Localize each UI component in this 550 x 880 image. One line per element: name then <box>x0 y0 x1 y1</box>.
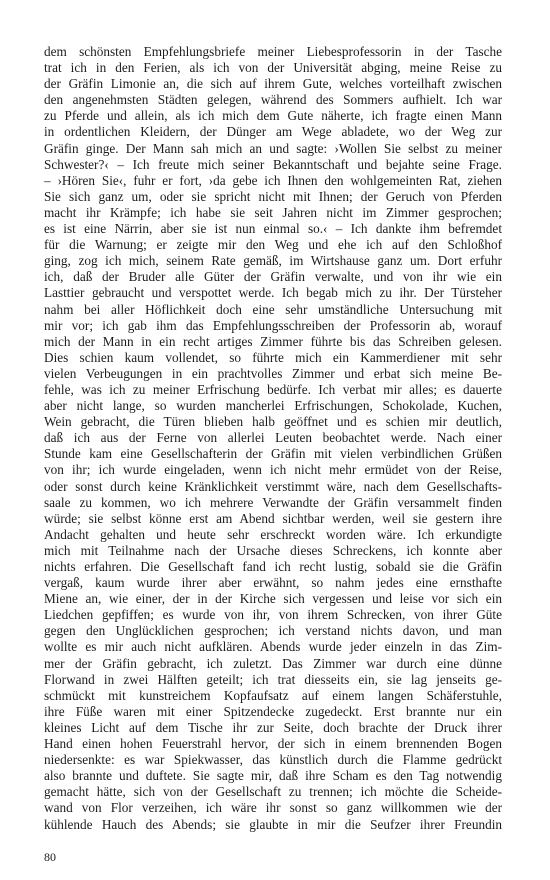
text-line: wand von Flor verzeihen, ich wäre ihr sonst so ganz willkommen wie der <box>44 800 502 816</box>
text-line: nichts erfahren. Die Gesellschaft fand ich recht lustig, sobald sie die Gräfin <box>44 559 502 574</box>
text-line: den angenehmsten Städten gelegen, während des Sommers aufhielt. Ich war <box>44 92 502 108</box>
text-line: mer der Gräfin gebracht, ich zuletzt. Das Zimmer war durch eine dünne <box>44 655 502 671</box>
text-line: ging, zog ich mich, seinem Rate gemäß, im Wirtshause ganz um. Dort erfuhr <box>44 253 502 269</box>
text-line: Stunde kam eine Gesellschafterin der Gräfin mit vielen verbindlichen Grüßen <box>44 446 502 462</box>
text-line: niedersenkte: es war Spiekwasser, das künstlich durch die Flamme gedrückt <box>44 752 502 768</box>
text-line: mich der Mann in ein recht artiges Zimmer führte bis das Schreiben gelesen. <box>44 333 502 349</box>
text-line: Gräfin ginge. Der Mann sah mich an und sagte: ›Wollen Sie selbst zu meiner <box>44 140 502 156</box>
text-line: der Gräfin Limonie an, die sich auf ihrem Gute, welches vorteilhaft zwischen <box>44 76 502 92</box>
text-line: – ›Hören Sie‹, fuhr er fort, ›da gebe ich Ihnen den wohlgemeinten Rat, ziehen <box>44 172 502 188</box>
text-line: Sie sich ganz um, oder sie spricht nicht mit Ihnen; der Geruch von Pferden <box>44 188 502 204</box>
body-text <box>44 44 502 833</box>
text-line: wollte es mir auch nicht aufklären. Abends wurde jeder einzeln in das Zim- <box>44 639 502 655</box>
text-line: dem schönsten Empfehlungsbriefe meiner Liebesprofessorin in der Tasche <box>44 44 502 59</box>
text-line: Florwand in zwei Hälften geteilt; ich trat diesseits ein, sie lag jenseits ge- <box>44 671 502 687</box>
text-line: nahm bei aller Höflichkeit doch eine sehr umständliche Untersuchung mit <box>44 301 502 317</box>
text-line: ihre Füße waren mit einer Spitzendecke zugedeckt. Erst brannte nur ein <box>44 703 502 719</box>
text-line: gegen den Unglücklichen gesprochen; ich verstand nichts davon, und man <box>44 623 502 639</box>
text-line: trat ich in den Ferien, als ich von der Universität abging, meine Reise zu <box>44 60 502 76</box>
text-line: Schwester?‹ – Ich freute mich seiner Bekanntschaft und bejahte seine Frage. <box>44 156 502 172</box>
text-line: mir vor; ich gab ihm das Empfehlungsschreiben der Professorin ab, worauf <box>44 317 502 333</box>
text-line: gemacht hätte, sich von der Gesellschaft zu trennen; ich möchte die Scheide- <box>44 784 502 800</box>
text-line: würde; sie selbst könne erst am Abend sichtbar werden, weil sie gestern ihre <box>44 510 502 526</box>
text-line: Dies schien kaum vollendet, so führte mich ein Kammerdiener mit sehr <box>44 349 502 365</box>
text-line: Miene an, wie einer, der in der Kirche sich vergessen und leise vor sich ein <box>44 591 502 607</box>
text-line: aber nicht lange, so wurden mancherlei Erfrischungen, Schokolade, Kuchen, <box>44 398 502 414</box>
text-line: Andacht gehalten und heute sehr erschreckt worden wäre. Ich erkundigte <box>44 526 502 542</box>
text-line: in ordentlichen Kleidern, der Dünger am Wege abladete, wo der Weg zur <box>44 124 502 140</box>
text-line: macht ihr Krämpfe; ich habe sie seit Jahren nicht im Zimmer gesprochen; <box>44 204 502 220</box>
text-line: oder sonst durch keine Kränklichkeit verstimmt wäre, nach dem Gesellschafts- <box>44 478 502 494</box>
text-line: Hand einen hohen Feuerstrahl hervor, der sich in einem brennenden Bogen <box>44 736 502 752</box>
text-line: zu Pferde und allein, als ich mich dem Gute näherte, ich fragte einen Mann <box>44 108 502 124</box>
text-line: vielen Verbeugungen in ein prachtvolles Zimmer und erbat sich meine Be- <box>44 365 502 381</box>
text-line: schmückt mit kunstreichem Kopfaufsatz auf einem langen Schäferstuhle, <box>44 687 502 703</box>
text-line: saale zu kommen, wo ich mehrere Verwandte der Gräfin versammelt finden <box>44 494 502 510</box>
text-line: es ist eine Närrin, aber sie ist nun einmal so.‹ – Ich dankte ihm befremdet <box>44 221 502 237</box>
text-line: für die Warnung; er zeigte mir den Weg und ehe ich auf den Schloßhof <box>44 237 502 253</box>
text-line: also brannte und duftete. Sie sagte mir, daß ihre Scham es den Tag notwendig <box>44 768 502 784</box>
page-number: 80 <box>44 850 56 864</box>
text-line: ich, daß der Bruder alle Güter der Gräfin verwalte, und von ihr wie ein <box>44 269 502 285</box>
text-line: kleines Licht auf dem Tische ihr zur Seite, doch brachte der Druck ihrer <box>44 719 502 735</box>
text-line: mich mit Teilnahme nach der Ursache dieses Schreckens, ich konnte aber <box>44 542 502 558</box>
text-line: vergaß, kaum wurde ihrer aber erwähnt, so nahm jedes eine ernsthafte <box>44 575 502 591</box>
text-line: Liedchen gepfiffen; es wurde von ihr, von ihrem Schrecken, von ihrer Güte <box>44 607 502 623</box>
text-line: von ihr; ich wurde eingeladen, wenn ich nicht mehr ermüdet von der Reise, <box>44 462 502 478</box>
text-line: Wein gebracht, die Türen blieben halb geöffnet und es schien mir deutlich, <box>44 414 502 430</box>
text-line: Lasttier gebraucht und verspottet werde. Ich begab mich zu ihr. Der Türsteher <box>44 285 502 301</box>
text-line: kühlende Hauch des Abends; sie glaubte in mir die Seufzer ihrer Freundin <box>44 816 502 832</box>
text-line: daß ich aus der Ferne von allerlei Leuten beobachtet werde. Nach einer <box>44 430 502 446</box>
text-line: fehle, was ich zu meiner Erfrischung bedürfe. Ich verbat mir alles; es dauerte <box>44 381 502 397</box>
